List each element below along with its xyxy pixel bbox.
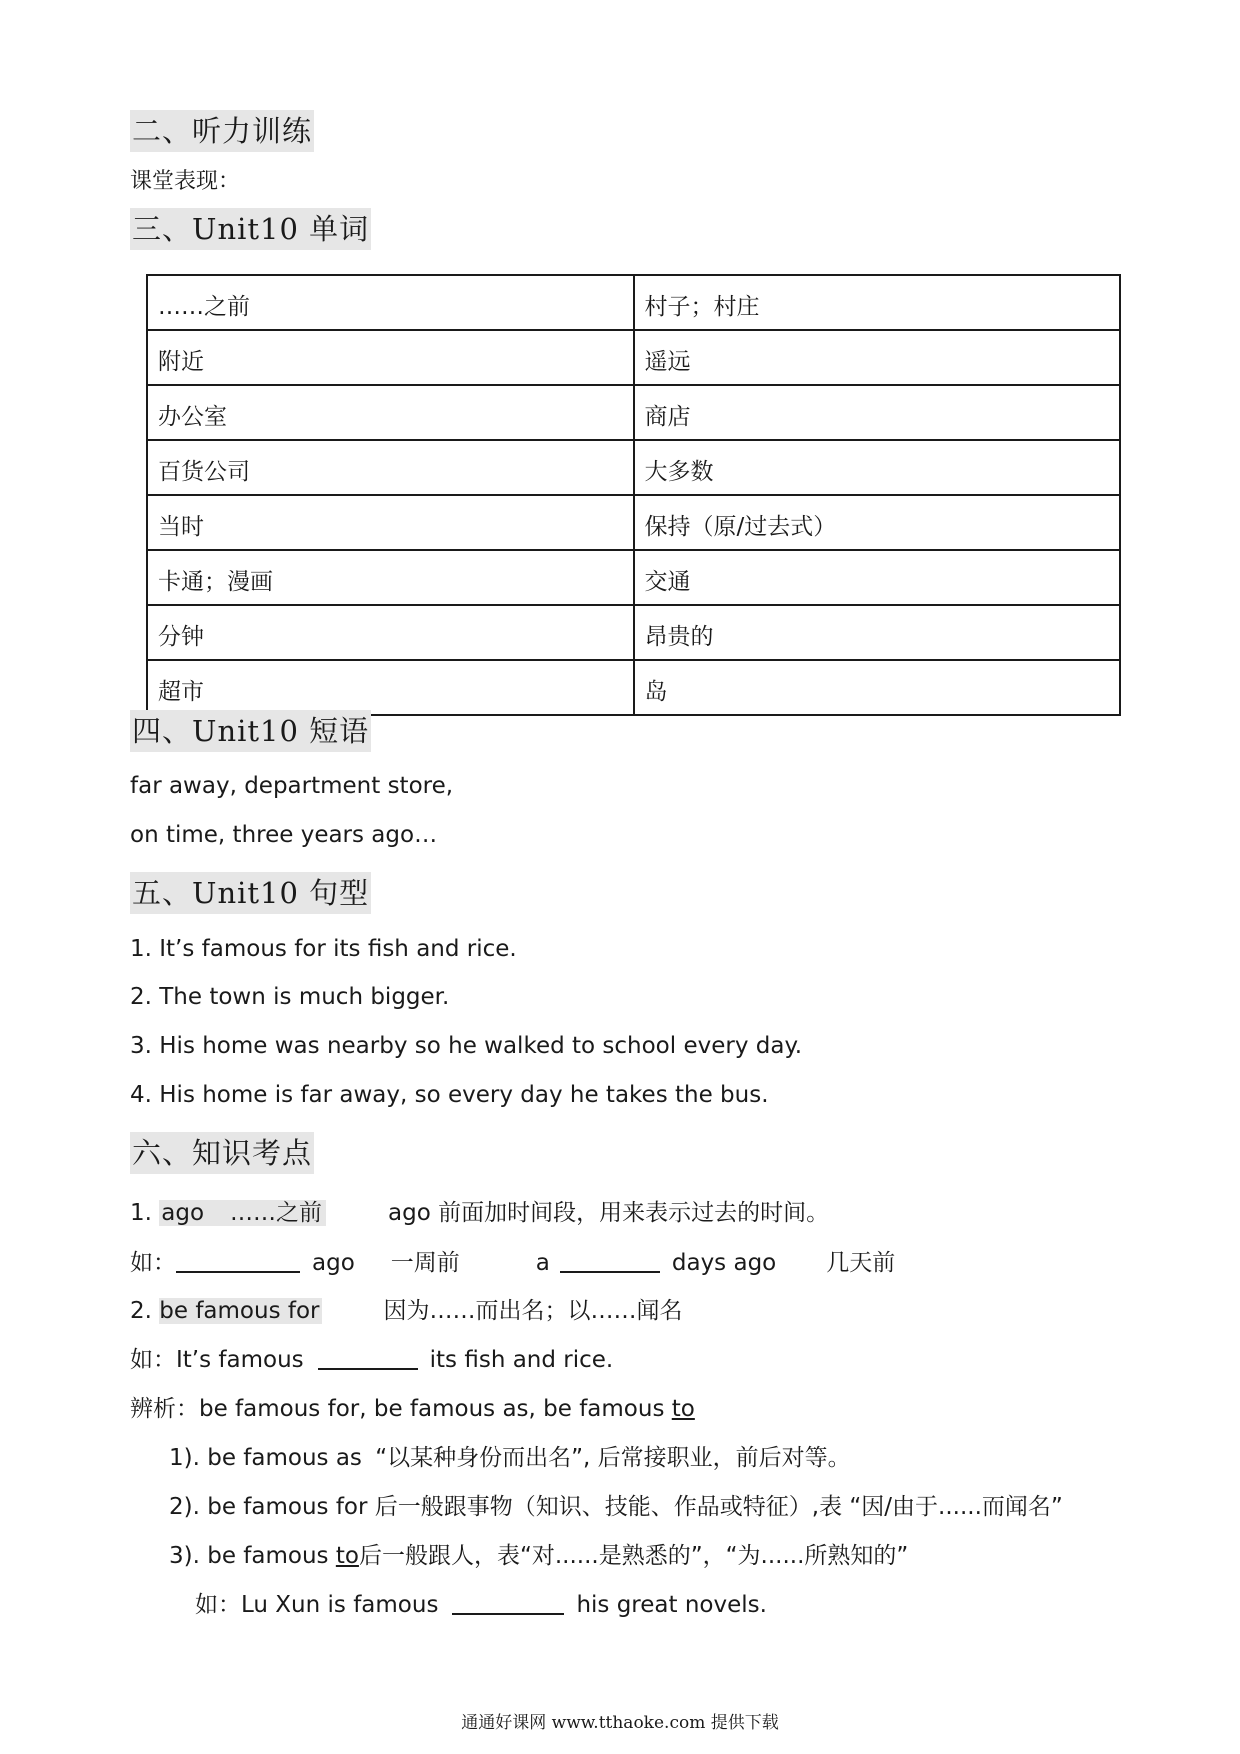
- vocab-cell: 分钟: [147, 605, 634, 660]
- section-heading-points: 六、知识考点: [130, 1132, 314, 1174]
- table-row: [147, 440, 1120, 495]
- analysis-to: to: [335, 1543, 359, 1569]
- example-label: 如：: [195, 1592, 241, 1618]
- vocab-cell: 超市: [147, 660, 634, 715]
- analysis-item-term: 3). be famous: [169, 1543, 336, 1569]
- table-row: [147, 275, 1120, 330]
- example-text: a: [535, 1250, 550, 1276]
- table-row: [147, 605, 1120, 660]
- vocab-cell: ……之前: [147, 275, 634, 330]
- table-row: [147, 660, 1120, 715]
- vocab-cell: 附近: [147, 330, 634, 385]
- section-heading-sentences: 五、Unit10 句型: [130, 872, 371, 914]
- sentence-line: 4. His home is far away, so every day he takes the bus.: [130, 1082, 769, 1108]
- example-text: days ago: [671, 1250, 777, 1276]
- point-term: be famous for: [159, 1298, 320, 1324]
- point-meaning: 因为……而出名；以……闻名: [383, 1298, 683, 1324]
- vocab-cell: 大多数: [634, 440, 1121, 495]
- performance-label: 课堂表现：: [130, 169, 241, 194]
- section-heading-listening: 二、听力训练: [130, 110, 314, 152]
- example-label: 如：: [130, 1347, 176, 1373]
- analysis-item-text: 后一般跟事物（知识、技能、作品或特征）,表 “因/由于......而闻名”: [374, 1494, 1063, 1520]
- point-ago: [130, 1194, 829, 1227]
- example-label: 如：: [130, 1250, 176, 1276]
- point-explain: ago 前面加时间段，用来表示过去的时间。: [388, 1200, 830, 1226]
- example-text: his great novels.: [576, 1592, 767, 1618]
- example-famous: [195, 1586, 767, 1619]
- answer-blank[interactable]: [176, 1249, 300, 1273]
- example-ago: [130, 1244, 895, 1277]
- vocab-cell: 保持（原/过去式）: [634, 495, 1121, 550]
- vocab-table: [146, 274, 1121, 716]
- sentence-line: 2. The town is much bigger.: [130, 984, 450, 1010]
- point-number: 2.: [130, 1298, 160, 1324]
- analysis-item-2: [169, 1488, 1063, 1521]
- vocab-cell: 昂贵的: [634, 605, 1121, 660]
- analysis-item-term: 2). be famous for: [169, 1494, 375, 1520]
- phrase-line: far away, department store,: [130, 773, 454, 799]
- analysis-item-text: “以某种身份而出名”, 后常接职业，前后对等。: [375, 1445, 851, 1471]
- answer-blank[interactable]: [560, 1249, 660, 1273]
- table-row: [147, 495, 1120, 550]
- vocab-cell: 卡通；漫画: [147, 550, 634, 605]
- point-number: 1.: [130, 1200, 160, 1226]
- table-row: [147, 550, 1120, 605]
- example-text: Lu Xun is famous: [241, 1592, 439, 1618]
- analysis-label: 辨析：: [130, 1396, 199, 1422]
- section-heading-phrases: 四、Unit10 短语: [130, 710, 371, 752]
- vocab-cell: 当时: [147, 495, 634, 550]
- sentence-line: 3. His home was nearby so he walked to school every day.: [130, 1033, 803, 1059]
- vocab-cell: 村子；村庄: [634, 275, 1121, 330]
- answer-blank[interactable]: [452, 1591, 564, 1615]
- example-text: its fish and rice.: [429, 1347, 614, 1373]
- table-row: [147, 330, 1120, 385]
- analysis-item-1: [169, 1439, 851, 1472]
- analysis-text: be famous for, be famous as, be famous: [199, 1396, 672, 1422]
- vocab-cell: 百货公司: [147, 440, 634, 495]
- page-footer: 通通好课网 www.tthaoke.com 提供下载: [461, 1713, 779, 1733]
- vocab-cell: 岛: [634, 660, 1121, 715]
- analysis-item-term: 1). be famous as: [169, 1445, 370, 1471]
- example-text: ago: [312, 1250, 355, 1276]
- example-famous-for: [130, 1341, 613, 1374]
- analysis-item-3: [169, 1537, 908, 1570]
- point-meaning: ……之前: [230, 1200, 326, 1226]
- point-be-famous-for: [130, 1292, 683, 1325]
- analysis-item-text: 后一般跟人，表“对......是熟悉的”，“为......所熟知的”: [358, 1543, 909, 1569]
- vocab-cell: 交通: [634, 550, 1121, 605]
- vocab-cell: 办公室: [147, 385, 634, 440]
- table-row: [147, 385, 1120, 440]
- analysis-line: [130, 1390, 695, 1423]
- point-term: ago: [159, 1200, 230, 1226]
- sentence-line: 1. It’s famous for its fish and rice.: [130, 936, 517, 962]
- phrase-line: on time, three years ago…: [130, 822, 438, 848]
- example-text: It’s famous: [176, 1347, 304, 1373]
- example-meaning: 一周前: [390, 1250, 460, 1276]
- section-heading-vocab: 三、Unit10 单词: [130, 208, 371, 250]
- vocab-cell: 商店: [634, 385, 1121, 440]
- example-meaning: 几天前: [826, 1250, 896, 1276]
- answer-blank[interactable]: [318, 1346, 418, 1370]
- vocab-cell: 遥远: [634, 330, 1121, 385]
- analysis-to: to: [671, 1396, 695, 1422]
